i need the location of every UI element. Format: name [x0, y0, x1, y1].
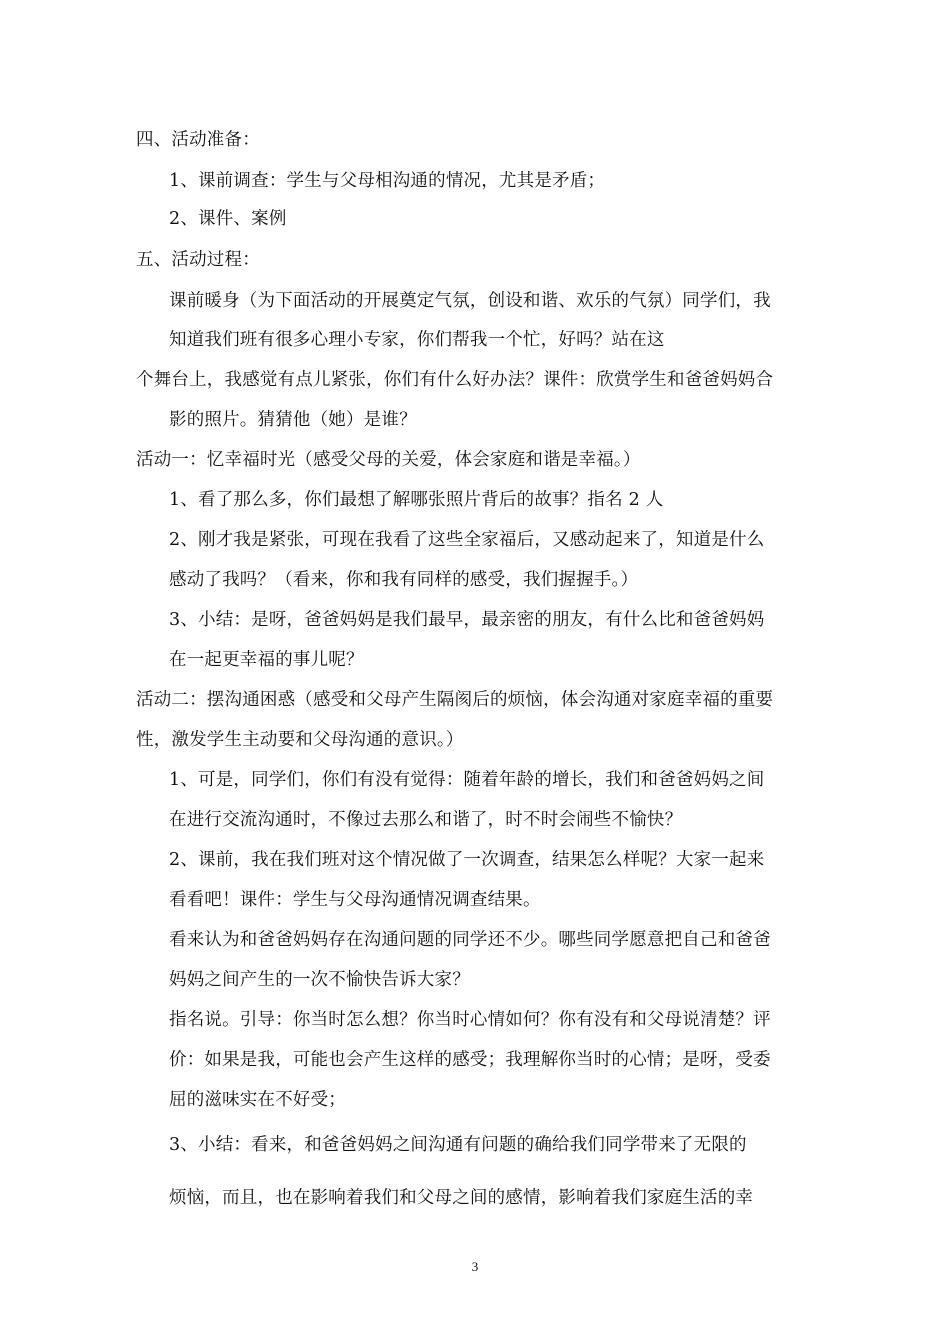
text-line: 课前暖身（为下面活动的开展奠定气氛，创设和谐、欢乐的气氛）同学们，我: [169, 291, 771, 311]
text-line: 影的照片。猜猜他（她）是谁？: [169, 410, 417, 430]
text-line: 个舞台上，我感觉有点儿紧张，你们有什么好办法？课件：欣赏学生和爸爸妈妈合: [136, 370, 774, 390]
text-line: 价：如果是我，可能也会产生这样的感受；我理解你当时的心情；是呀，受委: [169, 1050, 771, 1070]
activity-two-heading: 活动二：摆沟通困惑（感受和父母产生隔阂后的烦恼，体会沟通对家庭幸福的重要: [136, 690, 774, 710]
text-line: 2、课件、案例: [169, 209, 287, 229]
text-line: 感动了我吗？（看来，你和我有同样的感受，我们握握手。）: [169, 570, 639, 590]
text-line: 1、看了那么多，你们最想了解哪张照片背后的故事？指名 2 人: [169, 490, 664, 510]
text-line: 3、小结：是呀，爸爸妈妈是我们最早，最亲密的朋友，有什么比和爸爸妈妈: [169, 610, 765, 630]
section-heading-process: 五、活动过程：: [136, 250, 260, 270]
text-line: 性，激发学生主动要和父母沟通的意识。）: [136, 730, 464, 750]
text-line: 2、刚才我是紧张，可现在我看了这些全家福后，又感动起来了，知道是什么: [169, 530, 765, 550]
section-heading-preparation: 四、活动准备：: [136, 130, 260, 150]
text-line: 1、课前调查：学生与父母相沟通的情况，尤其是矛盾；: [169, 171, 606, 191]
text-line: 烦恼，而且，也在影响着我们和父母之间的感情，影响着我们家庭生活的幸: [169, 1188, 754, 1208]
text-line: 3、小结：看来，和爸爸妈妈之间沟通有问题的确给我们同学带来了无限的: [169, 1135, 747, 1155]
text-line: 2、课前，我在我们班对这个情况做了一次调查，结果怎么样呢？大家一起来: [169, 850, 765, 870]
text-line: 指名说。引导：你当时怎么想？你当时心情如何？你有没有和父母说清楚？评: [169, 1010, 771, 1030]
text-line: 在一起更幸福的事儿呢？: [169, 650, 364, 670]
page-number: 3: [471, 1259, 479, 1274]
text-line: 妈妈之间产生的一次不愉快告诉大家？: [169, 970, 470, 990]
text-line: 在进行交流沟通时，不像过去那么和谐了，时不时会闹些不愉快？: [169, 810, 683, 830]
text-line: 屈的滋味实在不好受；: [169, 1090, 346, 1110]
text-line: 看看吧！课件：学生与父母沟通情况调查结果。: [169, 890, 541, 910]
text-line: 知道我们班有很多心理小专家，你们帮我一个忙，好吗？站在这: [169, 330, 665, 350]
activity-one-heading: 活动一：忆幸福时光（感受父母的关爱，体会家庭和谐是幸福。）: [136, 450, 641, 470]
text-line: 1、可是，同学们，你们有没有觉得：随着年龄的增长，我们和爸爸妈妈之间: [169, 770, 765, 790]
text-line: 看来认为和爸爸妈妈存在沟通问题的同学还不少。哪些同学愿意把自己和爸爸: [169, 930, 771, 950]
